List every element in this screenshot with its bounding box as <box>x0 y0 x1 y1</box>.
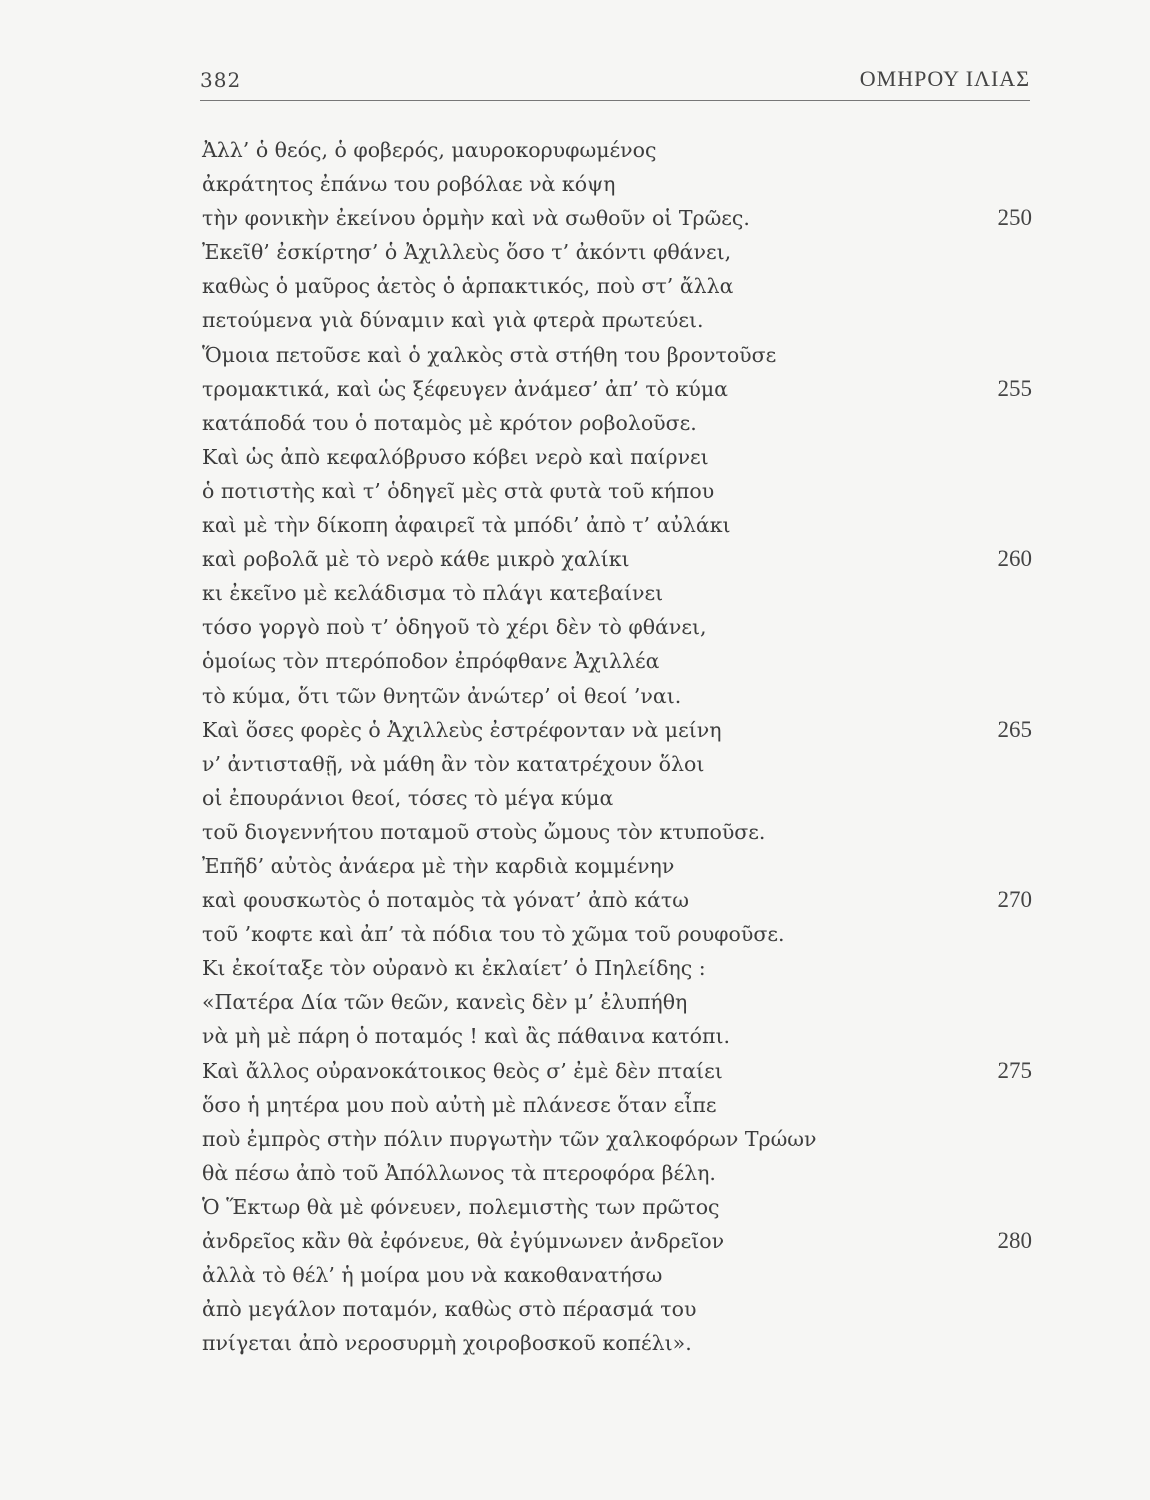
line-number: 270 <box>997 887 1032 913</box>
verse-line <box>202 951 1032 985</box>
verse-text: καὶ ροβολᾶ μὲ τὸ νερὸ κάθε μικρὸ χαλίκι <box>202 547 630 572</box>
verse-line <box>202 1156 1032 1190</box>
verse-line <box>202 917 1032 951</box>
verse-line <box>202 679 1032 713</box>
verse-line <box>202 1054 1032 1088</box>
verse-line <box>202 372 1032 406</box>
verse-text: τὴν φονικὴν ἐκείνου ὁρμὴν καὶ νὰ σωθοῦν οἱ Τρῶες. <box>202 206 750 231</box>
verse-line <box>202 1224 1032 1258</box>
verse-text: νὰ μὴ μὲ πάρη ὁ ποταμός ! καὶ ἂς πάθαινα κατόπι. <box>202 1024 731 1049</box>
verse-text: κατάποδά του ὁ ποταμὸς μὲ κρότον ροβολοῦσε. <box>202 410 697 435</box>
verse-text: ποὺ ἐμπρὸς στὴν πόλιν πυργωτὴν τῶν χαλκοφόρων Τρώων <box>202 1126 817 1151</box>
line-number: 275 <box>997 1057 1032 1083</box>
verse-line <box>202 269 1032 303</box>
verse-text: πετούμενα γιὰ δύναμιν καὶ γιὰ φτερὰ πρωτεύει. <box>202 308 704 333</box>
verse-line <box>202 849 1032 883</box>
verse-text: ν’ ἀντισταθῇ, νὰ μάθη ἂν τὸν κατατρέχουν ὅλοι <box>202 751 705 776</box>
verse-text: θὰ πέσω ἀπὸ τοῦ Ἀπόλλωνος τὰ πτεροφόρα βέλη. <box>202 1160 716 1185</box>
verse-text: Καὶ ἄλλος οὐρανοκάτοικος θεὸς σ’ ἐμὲ δὲν πταίει <box>202 1058 723 1083</box>
verse-text: ὁμοίως τὸν πτερόποδον ἐπρόφθανε Ἀχιλλέα <box>202 649 660 674</box>
verse-text: πνίγεται ἀπὸ νεροσυρμὴ χοιροβοσκοῦ κοπέλι». <box>202 1331 692 1356</box>
verse-line <box>202 610 1032 644</box>
verse-line <box>202 1258 1032 1292</box>
verse-text: καὶ μὲ τὴν δίκοπη ἀφαιρεῖ τὰ μπόδι’ ἀπὸ τ’ αὐλάκι <box>202 513 731 538</box>
verse-line <box>202 815 1032 849</box>
verse-line <box>202 508 1032 542</box>
verse-line <box>202 406 1032 440</box>
verse-text: οἱ ἐπουράνιοι θεοί, τόσες τὸ μέγα κύμα <box>202 785 614 810</box>
line-number: 250 <box>997 205 1032 231</box>
verse-line <box>202 747 1032 781</box>
verse-text: «Πατέρα Δία τῶν θεῶν, κανεὶς δὲν μ’ ἐλυπήθη <box>202 990 688 1015</box>
verse-line <box>202 440 1032 474</box>
verse-line <box>202 985 1032 1019</box>
verse-line <box>202 713 1032 747</box>
verse-text: Καὶ ὅσες φορὲς ὁ Ἀχιλλεὺς ἐστρέφονταν νὰ μείνη <box>202 717 722 742</box>
verse-text: κι ἐκεῖνο μὲ κελάδισμα τὸ πλάγι κατεβαίνει <box>202 581 664 606</box>
page-number: 382 <box>200 68 242 92</box>
line-number: 255 <box>997 375 1032 401</box>
verse-text: Ὁ Ἕκτωρ θὰ μὲ φόνευεν, πολεμιστὴς των πρῶτος <box>202 1194 720 1219</box>
verse-text: τοῦ ’κοφτε καὶ ἀπ’ τὰ πόδια του τὸ χῶμα τοῦ ρουφοῦσε. <box>202 922 785 947</box>
verse-text: Ἐπῆδ’ αὐτὸς ἀνάερα μὲ τὴν καρδιὰ κομμένην <box>202 853 675 878</box>
verse-text: Κι ἐκοίταξε τὸν οὐρανὸ κι ἐκλαίετ’ ὁ Πηλείδης : <box>202 956 706 981</box>
line-number: 265 <box>997 716 1032 742</box>
verse-text: Ὅμοια πετοῦσε καὶ ὁ χαλκὸς στὰ στήθη του βροντοῦσε <box>202 342 777 367</box>
verse-line <box>202 133 1032 167</box>
verse-text: καὶ φουσκωτὸς ὁ ποταμὸς τὰ γόνατ’ ἀπὸ κάτω <box>202 888 689 913</box>
verse-line <box>202 644 1032 678</box>
running-head: ΟΜΗΡΟΥ ΙΛΙΑΣ <box>859 66 1030 91</box>
verse-line <box>202 1190 1032 1224</box>
verse-line <box>202 1088 1032 1122</box>
verse-text: τόσο γοργὸ ποὺ τ’ ὁδηγοῦ τὸ χέρι δὲν τὸ φθάνει, <box>202 615 707 640</box>
verse-line <box>202 1292 1032 1326</box>
verse-line <box>202 1326 1032 1360</box>
header-rule <box>200 100 1030 101</box>
verse-line <box>202 1122 1032 1156</box>
verse-text: ὁ ποτιστὴς καὶ τ’ ὁδηγεῖ μὲς στὰ φυτὰ τοῦ κήπου <box>202 478 715 503</box>
verse-line <box>202 576 1032 610</box>
verse-line <box>202 542 1032 576</box>
verse-text: Καὶ ὡς ἀπὸ κεφαλόβρυσο κόβει νερὸ καὶ παίρνει <box>202 444 709 469</box>
verse-line <box>202 781 1032 815</box>
verse-block <box>202 133 1032 1360</box>
page-header <box>200 62 1030 98</box>
verse-text: ἀλλὰ τὸ θέλ’ ἡ μοίρα μου νὰ κακοθανατήσω <box>202 1263 663 1288</box>
verse-text: ἀκράτητος ἐπάνω του ροβόλαε νὰ κόψη <box>202 172 616 197</box>
verse-line <box>202 1019 1032 1053</box>
verse-text: καθὼς ὁ μαῦρος ἀετὸς ὁ ἁρπακτικός, ποὺ στ’ ἄλλα <box>202 274 734 299</box>
verse-text: Ἀλλ’ ὁ θεός, ὁ φοβερός, μαυροκορυφωμένος <box>202 138 657 162</box>
verse-text: Ἐκεῖθ’ ἐσκίρτησ’ ὁ Ἀχιλλεὺς ὅσο τ’ ἀκόντι φθάνει, <box>202 240 732 265</box>
verse-line <box>202 303 1032 337</box>
verse-line <box>202 338 1032 372</box>
verse-text: ὅσο ἡ μητέρα μου ποὺ αὐτὴ μὲ πλάνεσε ὅταν εἶπε <box>202 1092 717 1117</box>
verse-text: τὸ κύμα, ὅτι τῶν θνητῶν ἀνώτερ’ οἱ θεοί ’ναι. <box>202 683 682 708</box>
line-number: 260 <box>997 546 1032 572</box>
line-number: 280 <box>997 1228 1032 1253</box>
verse-text: ἀνδρεῖος κἂν θὰ ἐφόνευε, θὰ ἐγύμνωνεν ἀνδρεῖον <box>202 1229 725 1253</box>
verse-text: τοῦ διογεννήτου ποταμοῦ στοὺς ὤμους τὸν κτυποῦσε. <box>202 819 766 844</box>
verse-line <box>202 201 1032 235</box>
verse-line <box>202 235 1032 269</box>
verse-text: τρομακτικά, καὶ ὡς ξέφευγεν ἀνάμεσ’ ἀπ’ τὸ κύμα <box>202 376 729 401</box>
verse-text: ἀπὸ μεγάλον ποταμόν, καθὼς στὸ πέρασμά του <box>202 1297 697 1322</box>
verse-line <box>202 474 1032 508</box>
verse-line <box>202 883 1032 917</box>
verse-line <box>202 167 1032 201</box>
